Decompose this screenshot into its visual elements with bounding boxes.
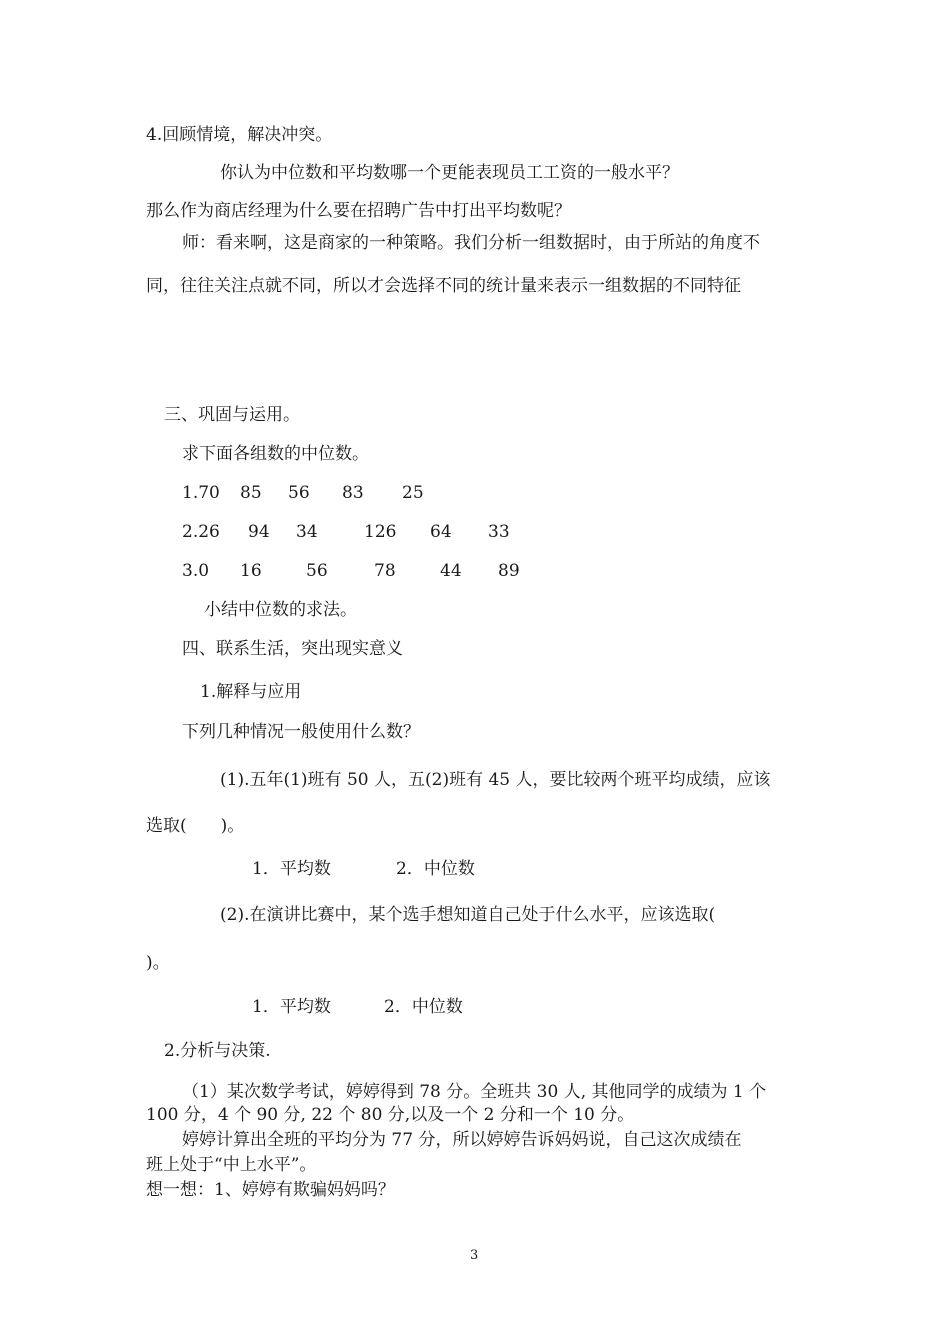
think-line: 想一想：1、婷婷有欺骗妈妈吗？ bbox=[146, 1180, 395, 1200]
value: 1.70 bbox=[182, 483, 220, 503]
question-line-2: 那么作为商店经理为什么要在招聘广告中打出平均数呢？ bbox=[146, 201, 571, 221]
item-1-line-a: (1).五年(1)班有 50 人，五(2)班有 45 人，要比较两个班平均成绩，应该 bbox=[220, 770, 771, 790]
item-2-line-a: (2).在演讲比赛中，某个选手想知道自己处于什么水平，应该选取( bbox=[220, 905, 716, 925]
value: 44 bbox=[440, 561, 462, 581]
value: 25 bbox=[402, 483, 424, 503]
summary-line: 小结中位数的求法。 bbox=[204, 600, 357, 620]
value: 2.26 bbox=[182, 522, 220, 542]
problem-line-1: （1）某次数学考试，婷婷得到 78 分。全班共 30 人, 其他同学的成绩为 1 个 bbox=[182, 1082, 767, 1102]
value: 78 bbox=[374, 561, 396, 581]
value: 34 bbox=[296, 522, 318, 542]
value: 64 bbox=[430, 522, 452, 542]
problem-line-2: 100 分，4 个 90 分, 22 个 80 分,以及一个 2 分和一个 10 分。 bbox=[146, 1105, 635, 1125]
value: 33 bbox=[488, 522, 510, 542]
value: 56 bbox=[306, 561, 328, 581]
item-2-line-b: )。 bbox=[146, 953, 170, 973]
option-median-2: 2．中位数 bbox=[384, 997, 463, 1017]
value: 3.0 bbox=[182, 561, 210, 581]
option-average-1: 1．平均数 bbox=[252, 859, 331, 879]
value: 89 bbox=[498, 561, 520, 581]
item-1-line-b: 选取( )。 bbox=[146, 816, 245, 836]
option-median-1: 2．中位数 bbox=[396, 859, 475, 879]
question-prompt: 下列几种情况一般使用什么数？ bbox=[182, 722, 420, 742]
value: 56 bbox=[288, 483, 310, 503]
value: 16 bbox=[240, 561, 262, 581]
subheading-1: 1.解释与应用 bbox=[200, 682, 302, 702]
problem-line-4: 班上处于“中上水平”。 bbox=[146, 1155, 317, 1175]
section-heading-3: 三、巩固与运用。 bbox=[164, 405, 300, 425]
median-prompt: 求下面各组数的中位数。 bbox=[182, 444, 369, 464]
question-line-1: 你认为中位数和平均数哪一个更能表现员工工资的一般水平？ bbox=[220, 163, 679, 183]
option-average-2: 1．平均数 bbox=[252, 997, 331, 1017]
value: 94 bbox=[248, 522, 270, 542]
teacher-line-1: 师：看来啊，这是商家的一种策略。我们分析一组数据时，由于所站的角度不 bbox=[182, 233, 760, 253]
section-heading-4b: 四、联系生活，突出现实意义 bbox=[182, 639, 403, 659]
value: 126 bbox=[364, 522, 397, 542]
section-heading-4: 4.回顾情境，解决冲突。 bbox=[146, 125, 333, 145]
subheading-2: 2.分析与决策. bbox=[164, 1041, 271, 1061]
problem-line-3: 婷婷计算出全班的平均分为 77 分，所以婷婷告诉妈妈说，自己这次成绩在 bbox=[182, 1130, 742, 1150]
value: 83 bbox=[342, 483, 364, 503]
teacher-line-2: 同，往往关注点就不同，所以才会选择不同的统计量来表示一组数据的不同特征 bbox=[146, 276, 741, 296]
page-number: 3 bbox=[470, 1248, 479, 1263]
value: 85 bbox=[240, 483, 262, 503]
